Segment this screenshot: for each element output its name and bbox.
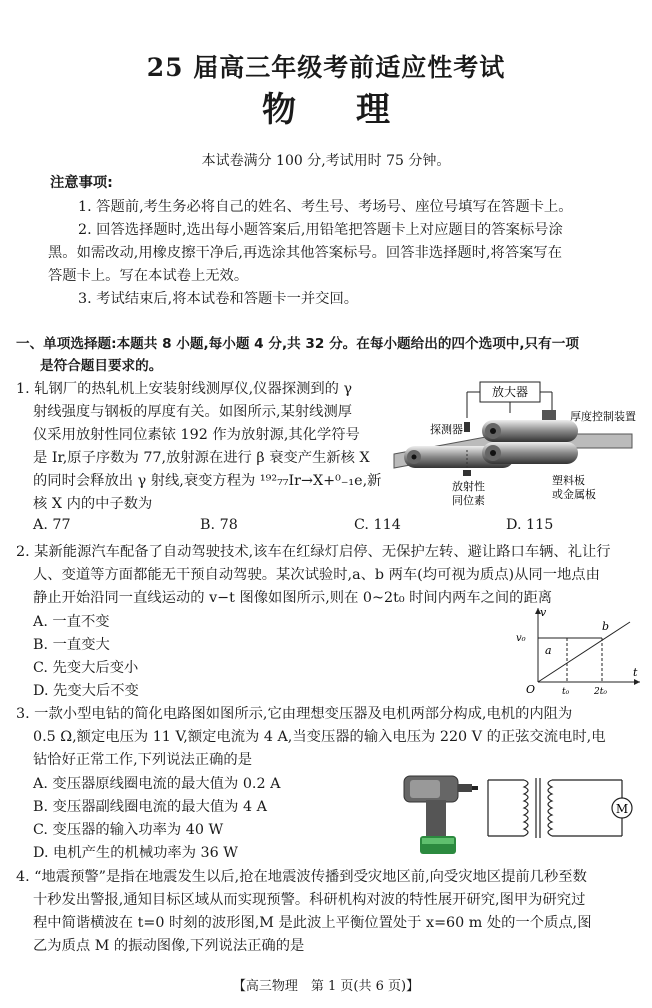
q4-line-2: 十秒发出警报,通知目标区域从而实现预警。科研机构对波的特性展开研究,图甲为研究过 — [33, 892, 586, 908]
q3-option-d[interactable]: D. 电机产生的机械功率为 36 W — [33, 845, 238, 861]
q3-option-c[interactable]: C. 变压器的输入功率为 40 W — [33, 822, 224, 838]
detector — [464, 422, 470, 432]
q1-line-1: 1. 轧钢厂的热轧机上安装射线测厚仪,仪器探测到的 γ — [16, 381, 353, 397]
q3-line-3: 钻恰好正常工作,下列说法正确的是 — [33, 752, 252, 768]
notice-line-3: 黑。如需改动,用橡皮擦干净后,再选涂其他答案标号。回答非选择题时,将答案写在 — [48, 245, 563, 261]
q1-line-2: 射线强度与钢板的厚度有关。如图所示,某射线测厚 — [33, 404, 353, 420]
origin-label: O — [526, 683, 536, 696]
section-heading: 一、单项选择题:本题共 8 小题,每小题 4 分,共 32 分。在每小题给出的四个选项中,只有一项 — [16, 336, 579, 352]
q4-line-1: 4. “地震预警”是指在地震发生以后,抢在地震波传播到受灾地区前,向受灾地区提前几秒至数 — [16, 869, 587, 885]
q2-option-b[interactable]: B. 一直变大 — [33, 637, 110, 653]
line-a-label: a — [545, 644, 552, 657]
t0-label: t₀ — [562, 687, 570, 696]
q1-line-6: 核 X 内的中子数为 — [33, 496, 153, 512]
line-b-label: b — [602, 620, 610, 633]
q2-line-1: 2. 某新能源汽车配备了自动驾驶技术,该车在红绿灯启停、无保护左转、避让路口车辆、礼让行 — [16, 544, 611, 560]
notice-line-1: 1. 答题前,考生务必将自己的姓名、考生号、考场号、座位号填写在答题卡上。 — [78, 199, 573, 215]
exam-info: 本试卷满分 100 分,考试用时 75 分钟。 — [201, 153, 451, 169]
q1-line-3: 仪采用放射性同位素铱 192 作为放射源,其化学符号 — [33, 427, 360, 443]
notice-heading: 注意事项: — [50, 175, 113, 191]
section-heading-cont: 是符合题目要求的。 — [40, 358, 163, 374]
q2-option-c[interactable]: C. 先变大后变小 — [33, 660, 139, 676]
t-axis-label: t — [633, 666, 638, 679]
amplifier-label: 放大器 — [491, 385, 529, 399]
q2-line-2: 人、变道等方面都能无干预自动驾驶。某次试验时,a、b 两车(均可视为质点)从同一地点由 — [33, 567, 600, 583]
source-label-2: 同位素 — [452, 494, 485, 507]
q2-option-d[interactable]: D. 先变大后不变 — [33, 683, 139, 699]
v0-label: v₀ — [516, 633, 526, 644]
drill-image — [400, 770, 480, 858]
q2-line-3: 静止开始沿同一直线运动的 v−t 图像如图所示,则在 0~2t₀ 时间内两车之间的距离 — [33, 590, 553, 606]
notice-line-4: 答题卡上。写在本试卷上无效。 — [48, 268, 249, 284]
q1-option-c[interactable]: C. 114 — [354, 517, 401, 533]
q2-option-a[interactable]: A. 一直不变 — [33, 614, 110, 630]
q3-option-b[interactable]: B. 变压器副线圈电流的最大值为 4 A — [33, 799, 267, 815]
vt-graph — [512, 604, 644, 696]
q1-option-d[interactable]: D. 115 — [506, 517, 554, 533]
exam-title: 25 届高三年级考前适应性考试 — [146, 53, 506, 82]
primary-coil — [524, 780, 528, 836]
q1-option-a[interactable]: A. 77 — [33, 517, 71, 533]
t2-label: 2t₀ — [594, 687, 607, 696]
page-footer: 【高三物理 第 1 页(共 6 页)】 — [232, 979, 420, 994]
subject-title: 物理 — [262, 90, 450, 130]
notice-line-5: 3. 考试结束后,将本试卷和答题卡一并交回。 — [78, 291, 359, 307]
secondary-coil — [548, 780, 552, 836]
q3-option-a[interactable]: A. 变压器原线圈电流的最大值为 0.2 A — [33, 776, 281, 792]
q4-line-4: 乙为质点 M 的振动图像,下列说法正确的是 — [33, 938, 305, 954]
plate-label-1: 塑料板 — [552, 474, 585, 487]
q4-line-3: 程中简谐横波在 t=0 时刻的波形图,M 是此波上平衡位置处于 x=60 m 处的一个质点,图 — [33, 915, 592, 931]
control-label: 厚度控制装置 — [570, 410, 636, 423]
plate-label-2: 或金属板 — [552, 488, 596, 501]
q3-line-2: 0.5 Ω,额定电压为 11 V,额定电流为 4 A,当变压器的输入电压为 220 V 的正弦交流电时,电 — [33, 729, 606, 745]
notice-line-2: 2. 回答选择题时,选出每小题答案后,用铅笔把答题卡上对应题目的答案标号涂 — [78, 222, 563, 238]
motor-label: M — [615, 802, 629, 816]
radioactive-source — [463, 470, 471, 476]
detector-label: 探测器 — [430, 423, 463, 436]
q1-line-4: 是 Ir,原子序数为 77,放射源在进行 β 衰变产生新核 X — [33, 450, 370, 466]
transformer-circuit — [484, 772, 640, 844]
q3-line-1: 3. 一款小型电钻的简化电路图如图所示,它由理想变压器及电机两部分构成,电机的内阻为 — [16, 706, 573, 722]
source-label-1: 放射性 — [452, 480, 485, 493]
line-b — [538, 622, 630, 682]
v-axis-label: v — [540, 606, 547, 619]
q1-option-b[interactable]: B. 78 — [200, 517, 238, 533]
q1-line-5: 的同时会释放出 γ 射线,衰变方程为 ¹⁹²₇₇Ir→X+⁰₋₁e,新 — [33, 473, 382, 489]
thickness-gauge-figure — [392, 378, 642, 510]
